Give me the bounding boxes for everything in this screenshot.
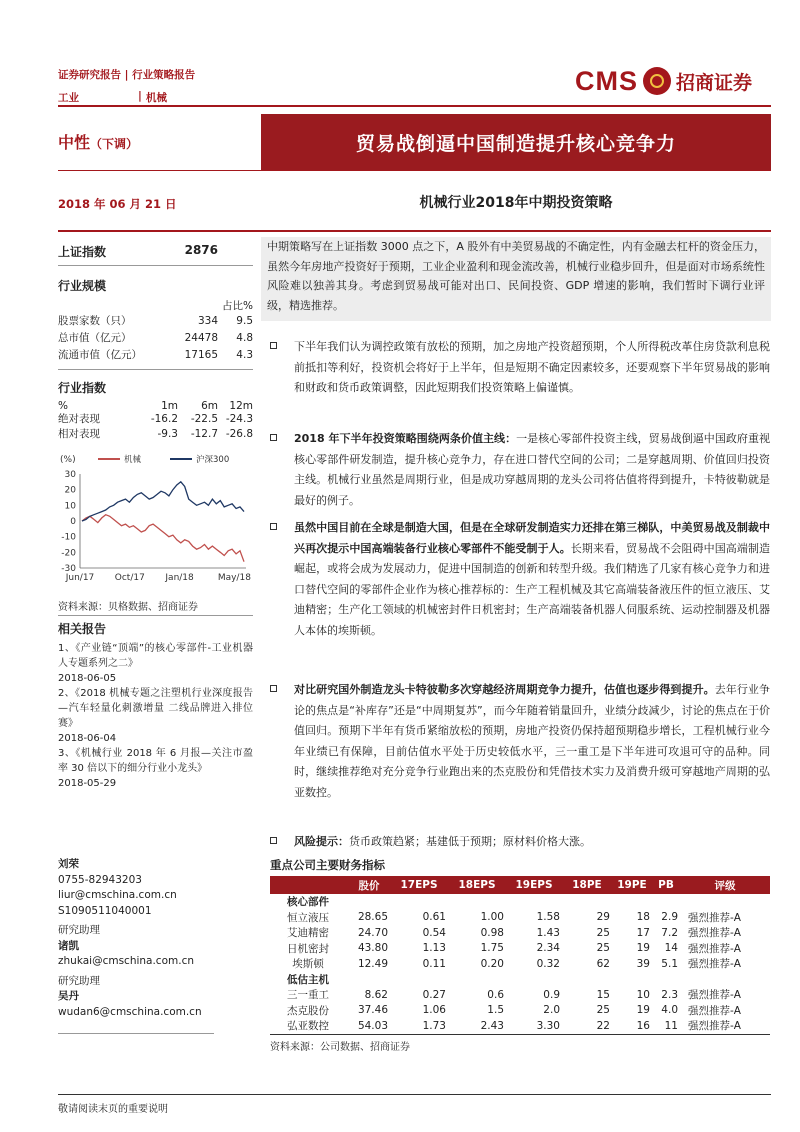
table-cell: 1.5: [487, 1004, 504, 1017]
table-cell: 0.11: [422, 957, 446, 970]
scale-title: 行业规模: [58, 279, 107, 293]
perf-cell: 相对表现: [58, 428, 100, 440]
bullet-item: [270, 518, 770, 641]
logo-cms-text: CMS: [575, 65, 638, 96]
table-header: 19PE: [612, 876, 652, 894]
table-cell: 1.43: [536, 926, 560, 939]
table-title: 重点公司主要财务指标: [270, 858, 385, 872]
header-divider: [58, 105, 771, 107]
y-tick-label: 10: [64, 501, 76, 512]
table-cell: 0.61: [422, 911, 446, 924]
x-tick-label: Oct/17: [114, 573, 145, 583]
x-tick-label: Jan/18: [165, 573, 194, 583]
table-empty-cell: [390, 894, 448, 910]
table-header: 18PE: [562, 876, 612, 894]
table-cell: 19: [636, 1004, 650, 1017]
table-cell: 3.30: [536, 1019, 560, 1032]
table-header: 17EPS: [390, 876, 448, 894]
left-divider-2: [58, 369, 253, 370]
table-cell: 三一重工: [287, 989, 329, 1002]
table-cell: 强烈推荐-A: [688, 958, 741, 971]
y-tick-label: -10: [61, 532, 76, 543]
analyst-contact: liur@cmschina.com.cn: [58, 889, 177, 901]
bullet-text: [294, 832, 770, 853]
related-item-date: 2018-05-29: [58, 778, 117, 789]
perf-header: %: [58, 400, 68, 412]
table-empty-cell: [506, 894, 562, 910]
bullet-body: 去年行业争论的焦点是“补库存”还是“中周期复苏”，而今年随着销量回升，业绩分歧减少，讨论的焦点在于价值回归。预期下半年有货币紧缩放松的预期，房地产投资仍保持超预期稳步增长，工程机械行业今年业绩已有保障，目前估值水平处于历史较低水平，三一重工是下半年进可攻退可守的品种。同时，继续推荐绝对充分竞争行业跑出来的杰克股份和凭借技术实力及消费升级可穿越地产周期的弘亚数控。: [294, 683, 771, 799]
bullet-body: 货币政策趋紧；基建低于预期；原材料价格大涨。: [349, 835, 591, 848]
y-tick-label: 0: [70, 517, 76, 527]
table-cell: 8.62: [364, 988, 388, 1001]
related-item-date: 2018-06-04: [58, 733, 117, 744]
bullet-bold: 风险提示：: [294, 835, 349, 848]
industry-line: [58, 90, 167, 105]
analyst-contact: wudan6@cmschina.com.cn: [58, 1005, 202, 1018]
scale-label: 流通市值（亿元）: [58, 349, 142, 361]
bullet-square-icon: [270, 837, 277, 844]
chart-source: 资料来源：贝格数据、招商证券: [58, 602, 198, 613]
legend-label: 沪深300: [196, 455, 230, 465]
bullet-item: [270, 832, 770, 853]
table-cell: 0.9: [543, 988, 560, 1001]
table-empty-cell: [348, 972, 390, 988]
table-cell: 日机密封: [287, 942, 329, 955]
table-cell: 10: [636, 988, 650, 1001]
perf-title: 行业指数: [58, 381, 107, 395]
table-cell: 54.03: [357, 1019, 388, 1032]
table-cell: 1.13: [422, 942, 446, 955]
rating-main: 中性: [58, 133, 91, 152]
y-tick-label: 30: [64, 470, 76, 480]
table-cell: 14: [664, 942, 678, 955]
table-cell: 16: [636, 1019, 650, 1032]
related-section: [58, 620, 253, 791]
table-row: [270, 1018, 770, 1034]
table-cell: 0.32: [536, 957, 560, 970]
share-header: 占比%: [222, 300, 253, 312]
analyst-contact: 0755-82943203: [58, 873, 142, 886]
table-group-name: 核心部件: [287, 896, 329, 909]
scale-label: 总市值（亿元）: [58, 332, 132, 344]
perf-cell: -9.3: [157, 428, 178, 440]
table-cell: 1.06: [422, 1004, 446, 1017]
analyst-name: 刘荣: [58, 858, 79, 870]
left-divider-3: [58, 615, 253, 616]
table-cell: 强烈推荐-A: [688, 989, 741, 1002]
left-divider-4: [58, 1033, 214, 1034]
table-header: 股价: [348, 876, 390, 894]
scale-share: 9.5: [236, 315, 253, 327]
bullet-body: 长期来看，贸易战不会阻碍中国高端制造崛起，或将会成为发展动力，促进中国制造的创新和转型升级。我们精选了几家有核心竞争力和进口替代空间的零部件企业作为核心推荐标的：生产工程机械及其它高端装备液压件的恒立液压、艾迪精密；生产化工领域的机械密封件日机密封；生产高端装备机器人伺服系统、运动控制器及机器人本体的埃斯顿。: [294, 541, 771, 637]
table-cell: 0.54: [422, 926, 446, 939]
table-cell: 25: [596, 1004, 610, 1017]
table-empty-cell: [348, 894, 390, 910]
bullet-bold: 虽然中国目前在全球是制造大国，但是在全球研发制造实力还排在第三梯队，中美贸易战及制裁中兴再次提示中国高端装备行业核心零部件不能受制于人。: [294, 521, 770, 555]
series-line: [82, 515, 244, 562]
table-cell: 2.43: [480, 1019, 504, 1032]
table-header: 19EPS: [506, 876, 562, 894]
index-value: 2876: [184, 243, 218, 257]
table-empty-cell: [562, 894, 612, 910]
table-cell: 2.9: [661, 911, 678, 924]
table-header: PB: [652, 876, 680, 894]
table-cell: 5.1: [661, 957, 678, 970]
scale-value: 334: [197, 315, 218, 327]
scale-value: 24478: [184, 332, 218, 344]
related-item-text: 1、《产业链“顶端”的核心零部件-工业机器人专题系列之二》: [58, 643, 253, 669]
perf-section: [58, 379, 253, 442]
table-cell: 强烈推荐-A: [688, 927, 741, 940]
table-empty-cell: [652, 894, 680, 910]
chart-ylabel: (%): [60, 455, 76, 465]
industry-label: 工业: [58, 92, 79, 104]
y-tick-label: -20: [61, 548, 76, 559]
table-empty-cell: [612, 972, 652, 988]
bullet-text: [294, 518, 770, 641]
table-cell: 29: [596, 911, 610, 924]
perf-row: [58, 412, 253, 427]
table-cell: 19: [636, 942, 650, 955]
table-empty-cell: [506, 972, 562, 988]
index-row: [58, 243, 253, 260]
table-source: 资料来源：公司数据、招商证券: [270, 1034, 770, 1053]
bullet-text: [294, 337, 770, 399]
table-cell: 62: [596, 957, 610, 970]
table-cell: 1.75: [480, 942, 504, 955]
x-tick-label: Jun/17: [65, 573, 95, 583]
abstract: 中期策略写在上证指数 3000 点之下，A 股外有中美贸易战的不确定性，内有金融去杠杆的资金压力，虽然今年房地产投资好于预期，工业企业盈利和现金流改善，机械行业稳步回升，但是面对市场系统性风险难以独善其身。考虑到贸易战可能对出口、民间投资、GDP 增速的影响，我们暂时下调行业评级，精选推荐。: [261, 237, 771, 321]
rating-change: （下调）: [90, 137, 139, 151]
table-row: [270, 941, 770, 957]
table-row: [270, 987, 770, 1003]
table-cell: 埃斯顿: [292, 958, 324, 971]
table-row: [270, 1003, 770, 1019]
related-title: 相关报告: [58, 622, 107, 636]
analyst-contact: S1090511040001: [58, 904, 152, 917]
perf-header: 1m: [161, 400, 178, 412]
table-cell: 18: [636, 911, 650, 924]
perf-header: 12m: [229, 400, 253, 412]
bullet-item: [270, 429, 770, 511]
scale-share: 4.8: [236, 332, 253, 344]
report-title: 贸易战倒逼中国制造提升核心竞争力: [261, 114, 771, 170]
bullet-text: [294, 680, 770, 803]
table-cell: 0.6: [487, 988, 504, 1001]
perf-row: [58, 427, 253, 442]
table-cell: 24.70: [357, 926, 388, 939]
table-row: [270, 956, 770, 972]
subtitle-divider: [58, 230, 771, 232]
perf-cell: -16.2: [150, 413, 178, 425]
table-group-row: [270, 894, 770, 910]
table-empty-cell: [562, 972, 612, 988]
table-header: 评级: [680, 876, 770, 894]
table-cell: 恒立液压: [287, 911, 329, 924]
scale-row: [58, 347, 253, 364]
report-type: 证券研究报告 | 行业策略报告: [58, 69, 196, 81]
scale-section: [58, 277, 253, 364]
bullet-item: [270, 680, 770, 803]
footer-note: 敬请阅读末页的重要说明: [58, 1104, 168, 1115]
scale-row: [58, 330, 253, 347]
table-empty-cell: [390, 972, 448, 988]
perf-cell: -24.3: [225, 413, 253, 425]
table-cell: 28.65: [357, 911, 388, 924]
table-empty-cell: [448, 972, 506, 988]
table-cell: 11: [664, 1019, 678, 1032]
rating: [58, 130, 138, 153]
bullet-square-icon: [270, 434, 277, 441]
table-cell: 43.80: [357, 942, 388, 955]
report-subtitle: 机械行业2018年中期投资策略: [419, 195, 613, 211]
table-cell: 22: [596, 1019, 610, 1032]
related-item-date: 2018-06-05: [58, 673, 117, 684]
bullet-square-icon: [270, 523, 277, 530]
table-cell: 2.0: [543, 1004, 560, 1017]
x-tick-label: May/18: [217, 573, 251, 583]
related-item-text: 2、《2018 机械专题之注塑机行业深度报告—汽车轻量化刺激增量 二线品牌进入排位赛》: [58, 688, 253, 729]
table-cell: 2.3: [661, 988, 678, 1001]
legend-label: 机械: [124, 455, 142, 465]
table-cell: 艾迪精密: [287, 927, 329, 940]
perf-header: 6m: [201, 400, 218, 412]
industry-separator: |: [138, 90, 142, 102]
y-tick-label: 20: [64, 485, 76, 496]
table-row: [270, 910, 770, 926]
bullet-body: 下半年我们认为调控政策有放松的预期，加之房地产投资超预期，个人所得税改革住房贷款利息税前抵扣等利好，投资机会将好于上半年，但是短期不确定因素较多，还要观察下半年贸易战的影响和财政和货币政策调整，因此短期我们投资策略上偏谨慎。: [294, 340, 770, 394]
related-item-text: 3、《机械行业 2018 年 6 月报—关注市盈率 30 倍以下的细分行业小龙头》: [58, 748, 253, 774]
scale-share: 4.3: [236, 349, 253, 361]
table-empty-cell: [680, 972, 770, 988]
bullet-item: [270, 337, 770, 399]
footer-divider: [58, 1094, 771, 1095]
analyst-role: 研究助理: [58, 924, 100, 936]
sub-industry-label: 机械: [146, 92, 167, 104]
table-cell: 强烈推荐-A: [688, 942, 741, 955]
table-empty-cell: [612, 894, 652, 910]
analyst-role: 研究助理: [58, 974, 100, 987]
scale-value: 17165: [184, 349, 218, 361]
bullet-body: 一是核心零部件投资主线，贸易战倒逼中国政府重视核心零部件研发制造，提升核心竞争力，存在进口替代空间的公司；二是穿越周期、价值回归投资主线。机械行业虽然是周期行业，但是成功穿越周期的龙头公司将估值将得到提升，卡特彼勒就是最好的例子。: [294, 432, 770, 507]
table-cell: 0.20: [480, 957, 504, 970]
bullet-bold: 2018 年下半年投资策略围绕两条价值主线：: [294, 432, 517, 445]
table-cell: 1.00: [480, 911, 504, 924]
table-cell: 4.0: [661, 1004, 678, 1017]
table-empty-cell: [680, 894, 770, 910]
table-cell: 25: [596, 942, 610, 955]
perf-cell: -22.5: [190, 413, 218, 425]
table-cell: 强烈推荐-A: [688, 911, 741, 924]
table-group-name: 低估主机: [287, 973, 329, 986]
table-cell: 17: [636, 926, 650, 939]
bullet-square-icon: [270, 342, 277, 349]
table-cell: 2.34: [536, 942, 560, 955]
logo-cn-text: 招商证券: [676, 71, 753, 94]
table-cell: 0.27: [422, 988, 446, 1001]
financial-table: [270, 876, 770, 1034]
table-cell: 1.58: [536, 911, 560, 924]
table-header: 18EPS: [448, 876, 506, 894]
bullet-text: [294, 429, 770, 511]
report-date: 2018 年 06 月 21 日: [58, 197, 177, 211]
table-cell: 39: [636, 957, 650, 970]
title-divider: [58, 170, 771, 171]
table-cell: 强烈推荐-A: [688, 1020, 741, 1033]
table-cell: 25: [596, 926, 610, 939]
analyst-contact: zhukai@cmschina.com.cn: [58, 955, 195, 967]
table-cell: 15: [596, 988, 610, 1001]
table-empty-cell: [448, 894, 506, 910]
left-divider-1: [58, 265, 253, 266]
table-cell: 12.49: [357, 957, 388, 970]
table-cell: 杰克股份: [287, 1004, 329, 1017]
industry-index-chart: [58, 452, 253, 587]
y-tick-label: -30: [61, 564, 76, 574]
table-group-row: [270, 972, 770, 988]
table-header: [270, 876, 348, 894]
logo-seal-icon: [643, 67, 671, 95]
table-row: [270, 925, 770, 941]
index-label: 上证指数: [58, 245, 107, 259]
bullet-square-icon: [270, 685, 277, 692]
perf-cell: 绝对表现: [58, 413, 100, 425]
financial-table-block: [270, 857, 770, 1053]
table-empty-cell: [652, 972, 680, 988]
cms-logo: [575, 64, 752, 98]
table-cell: 37.46: [357, 1004, 388, 1017]
table-cell: 7.2: [661, 926, 678, 939]
scale-row: [58, 313, 253, 330]
table-cell: 弘亚数控: [287, 1020, 329, 1033]
bullet-bold: 对比研究国外制造龙头卡特彼勒多次穿越经济周期竞争力提升，估值也逐步得到提升。: [294, 683, 715, 696]
scale-label: 股票家数（只）: [58, 315, 132, 327]
table-cell: 强烈推荐-A: [688, 1004, 741, 1017]
analyst-name: 吴丹: [58, 990, 79, 1002]
perf-cell: -12.7: [190, 428, 218, 440]
perf-cell: -26.8: [225, 428, 253, 440]
table-cell: 1.73: [422, 1019, 446, 1032]
analyst-block: [58, 857, 253, 1020]
table-cell: 0.98: [480, 926, 504, 939]
analyst-name: 诸凯: [58, 939, 79, 952]
